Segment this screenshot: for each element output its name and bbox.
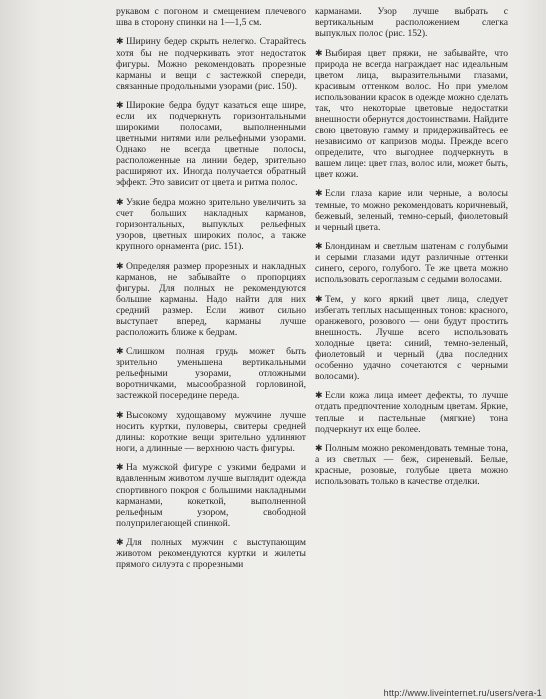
paragraph: [315, 294, 508, 382]
paragraph-text: Тем, у кого яркий цвет лица, следует избегать теплых насыщенных тонов: красного, оранжевого, розового — они будут простить внешность. Лучше всего использовать холодные цвета: синий, темно-зеленый, фиолетовый и черный (два последних особенно удачно сочетаются с черными волосами).: [315, 293, 508, 382]
bullet-star-icon: ✱: [315, 390, 323, 401]
paragraph: [116, 537, 306, 570]
paragraph: [116, 410, 306, 454]
bullet-star-icon: ✱: [116, 100, 124, 111]
paragraph: [315, 390, 508, 434]
paragraph: [116, 6, 306, 28]
paragraph-text: Узкие бедра можно зрительно увеличить за счет больших накладных карманов, горизонтальных, выпуклых рельефных узоров, цветных широких полос, а также крупного орнамента (рис. 151).: [116, 196, 306, 253]
paragraph: [116, 261, 306, 338]
footer-url[interactable]: http://www.liveinternet.ru/users/vera-1: [383, 688, 542, 698]
paragraph-text: Ширину бедер скрыть нелегко. Старайтесь хотя бы не подчеркивать этот недостаток фигуры. Можно рекомендовать прорезные карманы и вещи с застежкой спереди, связанные продольными узорами (рис. 150).: [116, 36, 306, 92]
paragraph-text: Если кожа лица имеет дефекты, то лучше отдать предпочтение холодным цветам. Яркие, теплые и пастельные (мягкие) тона подчеркнут их еще более.: [315, 390, 508, 435]
paragraph-text: Блондинам и светлым шатенам с голубыми и серыми глазами идут различные оттенки синего, серого, голубого. Те же цвета можно использовать сероглазым с седыми волосами.: [315, 241, 508, 286]
paragraph: [116, 462, 306, 528]
paragraph-text: Для полных мужчин с выступающим животом рекомендуются куртки и жилеты прямого силуэта с прорезными: [116, 537, 306, 571]
paragraph-text: Полным можно рекомендовать темные тона, а из светлых — беж, сиреневый. Белые, красные, розовые, голубые цвета можно использовать только в качестве отделки.: [315, 442, 508, 488]
paragraph-text: Высокому худощавому мужчине лучше носить куртки, пуловеры, свитеры средней длины: короткие вещи зрительно удлиняют ноги, а длинные — верхнюю часть фигуры.: [116, 409, 306, 454]
bullet-star-icon: ✱: [116, 409, 124, 420]
paragraph: [116, 100, 306, 188]
bullet-star-icon: ✱: [315, 241, 323, 252]
paragraph-text: На мужской фигуре с узкими бедрами и вдавленным животом лучше выглядит одежда спортивного покроя с большими накладными карманами, кокеткой, выполненной рельефным узором, свободной полуприлегающей спинкой.: [116, 462, 306, 529]
paragraph-text: Широкие бедра будут казаться еще шире, если их подчеркнуть горизонтальными широкими полосами, выполненными цветными нитями или рельефными узорами. Однако не всегда цветные полосы, расположенные на линии бедер, зрительно расширяют их. Иногда получается обратный эффект. Это зависит от цвета и ритма полос.: [116, 100, 306, 189]
bullet-star-icon: ✱: [116, 462, 124, 473]
bullet-star-icon: ✱: [116, 196, 124, 207]
paragraph: [315, 188, 508, 232]
paragraph: [116, 197, 306, 252]
bullet-star-icon: ✱: [315, 188, 323, 199]
bullet-star-icon: ✱: [315, 293, 323, 304]
paragraph-text: Выбирая цвет пряжи, не забывайте, что природа не всегда награждает нас идеальным цветом лица, выразительными глазами, красивым оттенком волос. Но при умелом использовании красок в одежде можно сделать так, что некоторые цветовые недостатки внешности обернутся достоинствами. Найдите свою цветовую гамму и придерживайтесь ее независимо от капризов моды. Прежде всего определите, что выгоднее подчеркнуть в вашем лице: цвет глаз, волос или, может быть, цвет кожи.: [315, 47, 508, 181]
bullet-star-icon: ✱: [116, 36, 124, 47]
paragraph: [315, 6, 508, 39]
paragraph: [315, 241, 508, 285]
bullet-star-icon: ✱: [116, 346, 124, 357]
paragraph-text: рукавом с погоном и смещением плечевого шва в сторону спинки на 1—1,5 см.: [116, 6, 306, 29]
paragraph: [116, 36, 306, 91]
paragraph-text: Определяя размер прорезных и накладных карманов, не забывайте о пропорциях фигуры. Для полных не рекомендуются большие карманы. Надо найти для них средний размер. Если живот сильно выступает вперед, карманы лучше расположить ближе к бедрам.: [116, 260, 306, 338]
paragraph: [315, 48, 508, 181]
paragraph-text: Если глаза карие или черные, а волосы темные, то можно рекомендовать коричневый, бежевый, зеленый, темно-серый, фиолетовый и черный цвета.: [315, 188, 508, 233]
bullet-star-icon: ✱: [116, 537, 124, 548]
bullet-star-icon: ✱: [116, 260, 124, 271]
paragraph-text: карманами. Узор лучше выбрать с вертикальным расположением слегка выпуклых полос (рис. 152).: [315, 6, 508, 40]
right-column: [315, 6, 508, 496]
bullet-star-icon: ✱: [315, 47, 323, 58]
paragraph: [315, 443, 508, 487]
paragraph: [116, 346, 306, 401]
paragraph-text: Слишком полная грудь может быть зрительно уменьшена вертикальными рельефными узорами, отложными воротничками, мысообразной горловиной, застежкой посередине переда.: [116, 346, 306, 402]
left-column: [116, 6, 306, 579]
bullet-star-icon: ✱: [315, 442, 323, 453]
